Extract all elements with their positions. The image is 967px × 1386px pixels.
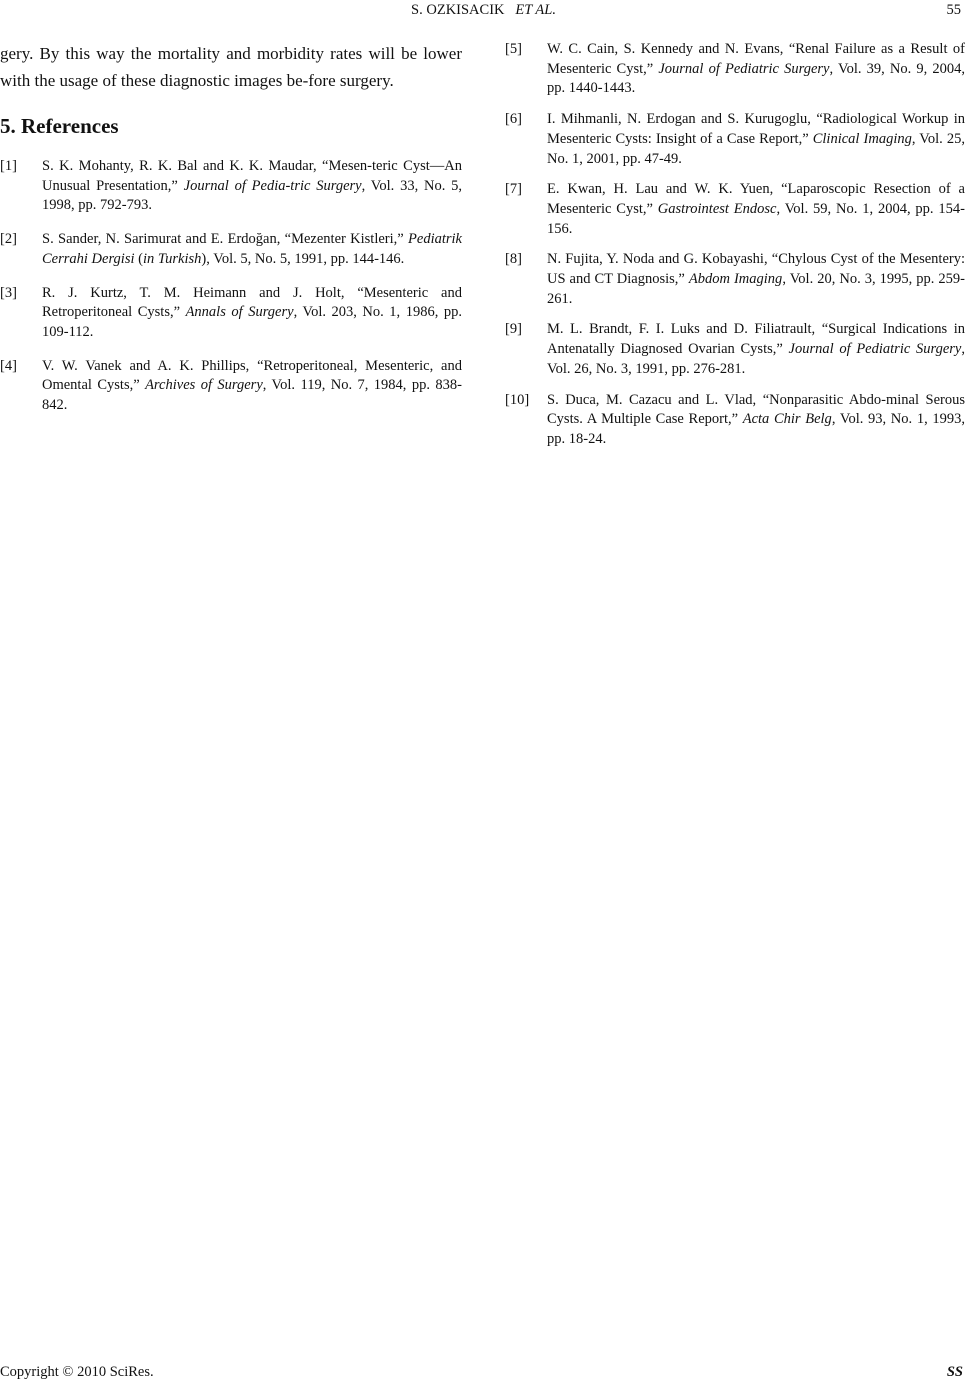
- reference-journal: Clinical Imaging: [812, 130, 912, 147]
- section-title: 5. References: [0, 114, 119, 138]
- reference-journal: Journal of Pedia-tric Surgery: [183, 177, 362, 194]
- reference-journal: Annals of Surgery: [185, 304, 294, 321]
- reference-number: [7]: [505, 181, 522, 198]
- intro-paragraph: gery. By this way the mortality and morbidity rates will be lower with the usage of these diagnostic images be-fore surgery.: [0, 44, 462, 90]
- reference-item: [505, 110, 965, 169]
- reference-text: S. Sander, N. Sarimurat and E. Erdoğan, “Mezenter Kistleri,”: [42, 231, 409, 248]
- reference-item: [0, 157, 462, 216]
- reference-text: N. Fujita, Y. Noda and G. Kobayashi, “Chylous Cyst of the Mesentery: US and CT Diagnosis,”: [547, 251, 965, 288]
- reference-number: [5]: [505, 41, 522, 57]
- reference-details: ), Vol. 5, No. 5, 1991, pp. 144-146.: [201, 250, 405, 267]
- reference-language: in Turkish: [142, 250, 202, 267]
- reference-journal: Gastrointest Endosc: [657, 200, 777, 217]
- reference-journal: Journal of Pediatric Surgery: [658, 60, 830, 77]
- reference-item: [0, 284, 462, 343]
- reference-details: , Vol. 203, No. 1, 1986, pp. 109-112.: [42, 304, 462, 340]
- reference-details: , Vol. 33, No. 5, 1998, pp. 792-793.: [42, 177, 463, 214]
- reference-item: [505, 391, 965, 450]
- reference-item: [0, 357, 462, 416]
- reference-number: [2]: [0, 231, 17, 248]
- reference-details: , Vol. 26, No. 3, 1991, pp. 276-281.: [547, 341, 965, 377]
- reference-number: [3]: [0, 284, 17, 301]
- running-head-author: S. OZKISACIK: [411, 2, 505, 18]
- reference-details: , Vol. 20, No. 3, 1995, pp. 259-261.: [547, 271, 965, 307]
- reference-item: [505, 250, 965, 309]
- reference-text: S. K. Mohanty, R. K. Bal and K. K. Maudar, “Mesen-teric Cyst—An Unusual Presentation,”: [42, 158, 462, 194]
- page-footer: [0, 1364, 967, 1384]
- running-head: [0, 2, 967, 19]
- page-header: [0, 2, 967, 24]
- reference-text: S. Duca, M. Cazacu and L. Vlad, “Nonparasitic Abdo-minal Serous Cysts. A Multiple Case Report,”: [547, 391, 965, 428]
- copyright-notice: Copyright © 2010 SciRes.: [0, 1364, 154, 1380]
- reference-journal: Acta Chir Belg: [742, 411, 832, 428]
- reference-item: [505, 320, 965, 379]
- reference-number: [9]: [505, 321, 522, 338]
- reference-text: E. Kwan, H. Lau and W. K. Yuen, “Laparoscopic Resection of a Mesenteric Cyst,”: [547, 181, 965, 217]
- reference-journal: Abdom Imaging: [688, 271, 783, 288]
- reference-details: , Vol. 39, No. 9, 2004, pp. 1440-1443.: [547, 60, 965, 97]
- reference-number: [6]: [505, 111, 522, 128]
- right-column: [505, 40, 965, 461]
- reference-text: (: [134, 250, 143, 267]
- reference-journal: Archives of Surgery: [145, 377, 263, 394]
- reference-journal: Journal of Pediatric Surgery: [788, 341, 962, 358]
- journal-abbrev: SS: [946, 1364, 963, 1380]
- running-head-etal: ET AL.: [515, 2, 556, 18]
- reference-number: [4]: [0, 357, 17, 374]
- reference-number: [1]: [0, 158, 17, 174]
- reference-text: R. J. Kurtz, T. M. Heimann and J. Holt, “Mesenteric and Retroperitoneal Cysts,”: [42, 284, 462, 321]
- reference-text: I. Mihmanli, N. Erdogan and S. Kurugoglu, “Radiological Workup in Mesenteric Cysts: Insight of a Case Report,”: [547, 111, 965, 147]
- reference-number: [8]: [505, 251, 522, 268]
- reference-details: , Vol. 25, No. 1, 2001, pp. 47-49.: [547, 130, 966, 167]
- reference-text: M. L. Brandt, F. I. Luks and D. Filiatrault, “Surgical Indications in Antenatally Diagnosed Ovarian Cysts,”: [547, 321, 965, 358]
- reference-text: V. W. Vanek and A. K. Phillips, “Retroperitoneal, Mesenteric, and Omental Cysts,”: [42, 357, 462, 394]
- reference-details: , Vol. 93, No. 1, 1993, pp. 18-24.: [547, 411, 965, 447]
- page-number: 55: [946, 2, 961, 18]
- reference-number: [10]: [505, 391, 530, 408]
- left-column: [0, 40, 462, 430]
- reference-item: [505, 40, 965, 99]
- reference-details: , Vol. 59, No. 1, 2004, pp. 154-156.: [547, 200, 965, 237]
- reference-journal: Pediatrik Cerrahi Dergisi: [42, 231, 462, 267]
- reference-details: , Vol. 119, No. 7, 1984, pp. 838-842.: [42, 377, 462, 414]
- reference-text: W. C. Cain, S. Kennedy and N. Evans, “Renal Failure as a Result of Mesenteric Cyst,”: [547, 41, 965, 77]
- reference-item: [505, 180, 965, 239]
- reference-item: [0, 230, 462, 269]
